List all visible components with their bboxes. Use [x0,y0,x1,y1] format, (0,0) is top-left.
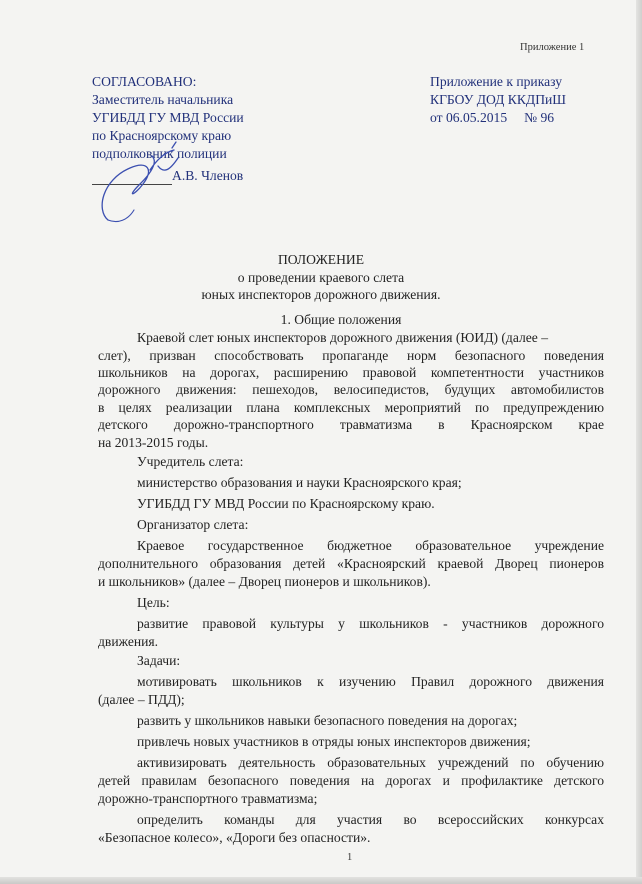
paragraph-line: слет), призван способствовать пропаганде норм безопасного поведения [98,348,604,363]
approval-department: УГИБДД ГУ МВД России [92,110,244,125]
goal-label: Цель: [137,595,170,610]
order-line-2: КГБОУ ДОД ККДПиШ [430,92,567,107]
goal-line: развитие правовой культуры у школьников - участников дорожного [137,616,604,631]
paragraph-line: дорожного движения: пешеходов, велосипедистов, будущих автомобилистов [98,382,604,397]
approval-heading: СОГЛАСОВАНО: [92,74,197,89]
organizer-line: Краевое государственное бюджетное образовательное учреждение [137,538,604,553]
task-line: дорожно-транспортного травматизма; [98,791,318,806]
document-subtitle-2: юных инспекторов дорожного движения. [201,287,441,302]
task-line: мотивировать школьников к изучению Правил дорожного движения [137,674,604,689]
paragraph-line: детского дорожно-транспортного травматизма в Красноярском крае [98,417,604,432]
task-line: определить команды для участия во всероссийских конкурсах [137,812,604,827]
scan-edge-bottom [0,877,642,884]
paragraph-line: в целях реализации плана комплексных мероприятий по предупреждению [98,400,604,415]
task-line: активизировать деятельность образовательных учреждений по обучению [137,755,604,770]
tasks-label: Задачи: [137,653,181,668]
goal-line: движения. [98,634,159,649]
paragraph-line: Краевой слет юных инспекторов дорожного движения (ЮИД) (далее – [137,330,549,345]
document-subtitle-1: о проведении краевого слета [237,270,405,285]
organizer-line: дополнительного образования детей «Красноярский краевой Дворец пионеров [98,556,604,571]
organizer-label: Организатор слета: [137,517,249,532]
founder-item: министерство образования и науки Красноярского края; [137,475,462,490]
document-title: ПОЛОЖЕНИЕ [277,252,365,267]
scan-edge-right [636,0,642,884]
approval-region: по Красноярскому краю [92,128,232,143]
founder-label: Учредитель слета: [137,454,244,469]
handwritten-signature [88,140,198,230]
task-line: детей правилам безопасного поведения на дорогах и профилактике детского [98,773,604,788]
order-line-1: Приложение к приказу [430,74,563,89]
order-line-3: от 06.05.2015 № 96 [430,110,555,125]
founder-item: УГИБДД ГУ МВД России по Красноярскому краю. [137,496,435,511]
task-line: развить у школьников навыки безопасного поведения на дорогах; [137,713,518,728]
page-number: 1 [347,852,353,863]
paragraph-line: школьников на дорогах, расширению правовой компетентности участников [98,365,604,380]
organizer-line: и школьников» (далее – Дворец пионеров и школьников). [98,574,431,589]
task-line: привлечь новых участников в отряды юных инспекторов движения; [137,734,531,749]
appendix-label: Приложение 1 [520,42,585,53]
approval-rank: подполковник полиции [92,146,227,161]
approval-position: Заместитель начальника [92,92,234,107]
task-line: (далее – ПДД); [98,692,185,707]
section-heading: 1. Общие положения [280,312,402,327]
approval-signer: А.В. Членов [172,168,244,183]
task-line: «Безопасное колесо», «Дороги без опасности». [98,830,371,845]
paragraph-line: на 2013-2015 годы. [98,435,209,450]
